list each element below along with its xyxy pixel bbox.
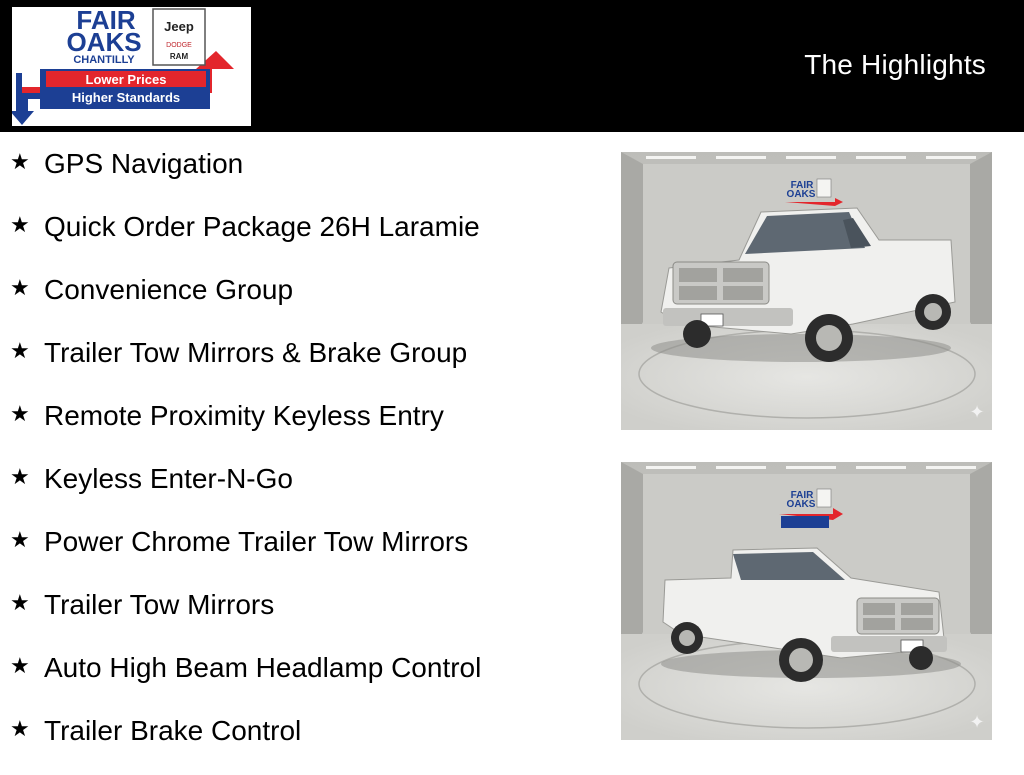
logo-brand-2: DODGE xyxy=(166,42,192,49)
highlights-list xyxy=(10,145,600,775)
logo-tagline-2: Higher Standards xyxy=(71,90,181,105)
list-item xyxy=(10,586,600,649)
feature-label: Trailer Brake Control xyxy=(44,715,302,746)
star-icon: ★ xyxy=(10,653,30,678)
feature-label: Trailer Tow Mirrors & Brake Group xyxy=(44,337,468,368)
logo-brand-3: RAM xyxy=(169,52,189,61)
list-item xyxy=(10,145,600,208)
list-item xyxy=(10,208,600,271)
star-icon: ★ xyxy=(10,212,30,237)
feature-label: Trailer Tow Mirrors xyxy=(44,589,275,620)
logo-line-3: CHANTILLY xyxy=(73,54,135,66)
sparkle-icon: ✦ xyxy=(969,712,985,732)
star-icon: ★ xyxy=(10,716,30,741)
wall-logo-line-1: FAIR xyxy=(790,180,814,191)
list-item xyxy=(10,649,600,712)
feature-label: Quick Order Package 26H Laramie xyxy=(44,211,480,242)
list-item xyxy=(10,523,600,586)
feature-label: Keyless Enter-N-Go xyxy=(44,463,293,494)
wall-logo-line-2-b: OAKS xyxy=(786,499,816,510)
feature-label: Power Chrome Trailer Tow Mirrors xyxy=(44,526,469,557)
vehicle-photo-side[interactable] xyxy=(621,462,992,740)
list-item xyxy=(10,334,600,397)
feature-label: Remote Proximity Keyless Entry xyxy=(44,400,444,431)
wall-logo-line-1-b: FAIR xyxy=(790,490,814,501)
list-item xyxy=(10,397,600,460)
feature-label: Convenience Group xyxy=(44,274,294,305)
logo-brand-1: Jeep xyxy=(164,19,194,34)
dealer-logo[interactable] xyxy=(12,7,251,126)
list-item xyxy=(10,712,600,775)
feature-label: GPS Navigation xyxy=(44,148,244,179)
star-icon: ★ xyxy=(10,527,30,552)
logo-line-2: OAKS xyxy=(66,27,142,57)
list-item xyxy=(10,271,600,334)
star-icon: ★ xyxy=(10,401,30,426)
vehicle-photo-front-graphic xyxy=(621,152,992,430)
feature-label: Auto High Beam Headlamp Control xyxy=(44,652,482,683)
wall-logo-line-2: OAKS xyxy=(786,189,816,200)
star-icon: ★ xyxy=(10,275,30,300)
vehicle-photo-side-graphic xyxy=(621,462,992,740)
star-icon: ★ xyxy=(10,590,30,615)
logo-tagline-1: Lower Prices xyxy=(85,72,167,87)
star-icon: ★ xyxy=(10,338,30,363)
header-bar xyxy=(0,0,1024,132)
list-item xyxy=(10,460,600,523)
star-icon: ★ xyxy=(10,464,30,489)
sparkle-icon: ✦ xyxy=(969,402,985,422)
dealer-logo-graphic xyxy=(12,7,251,126)
star-icon: ★ xyxy=(10,149,30,174)
page-title: The Highlights xyxy=(804,49,986,80)
logo-line-1: FAIR xyxy=(76,7,136,35)
vehicle-photo-front[interactable] xyxy=(621,152,992,430)
